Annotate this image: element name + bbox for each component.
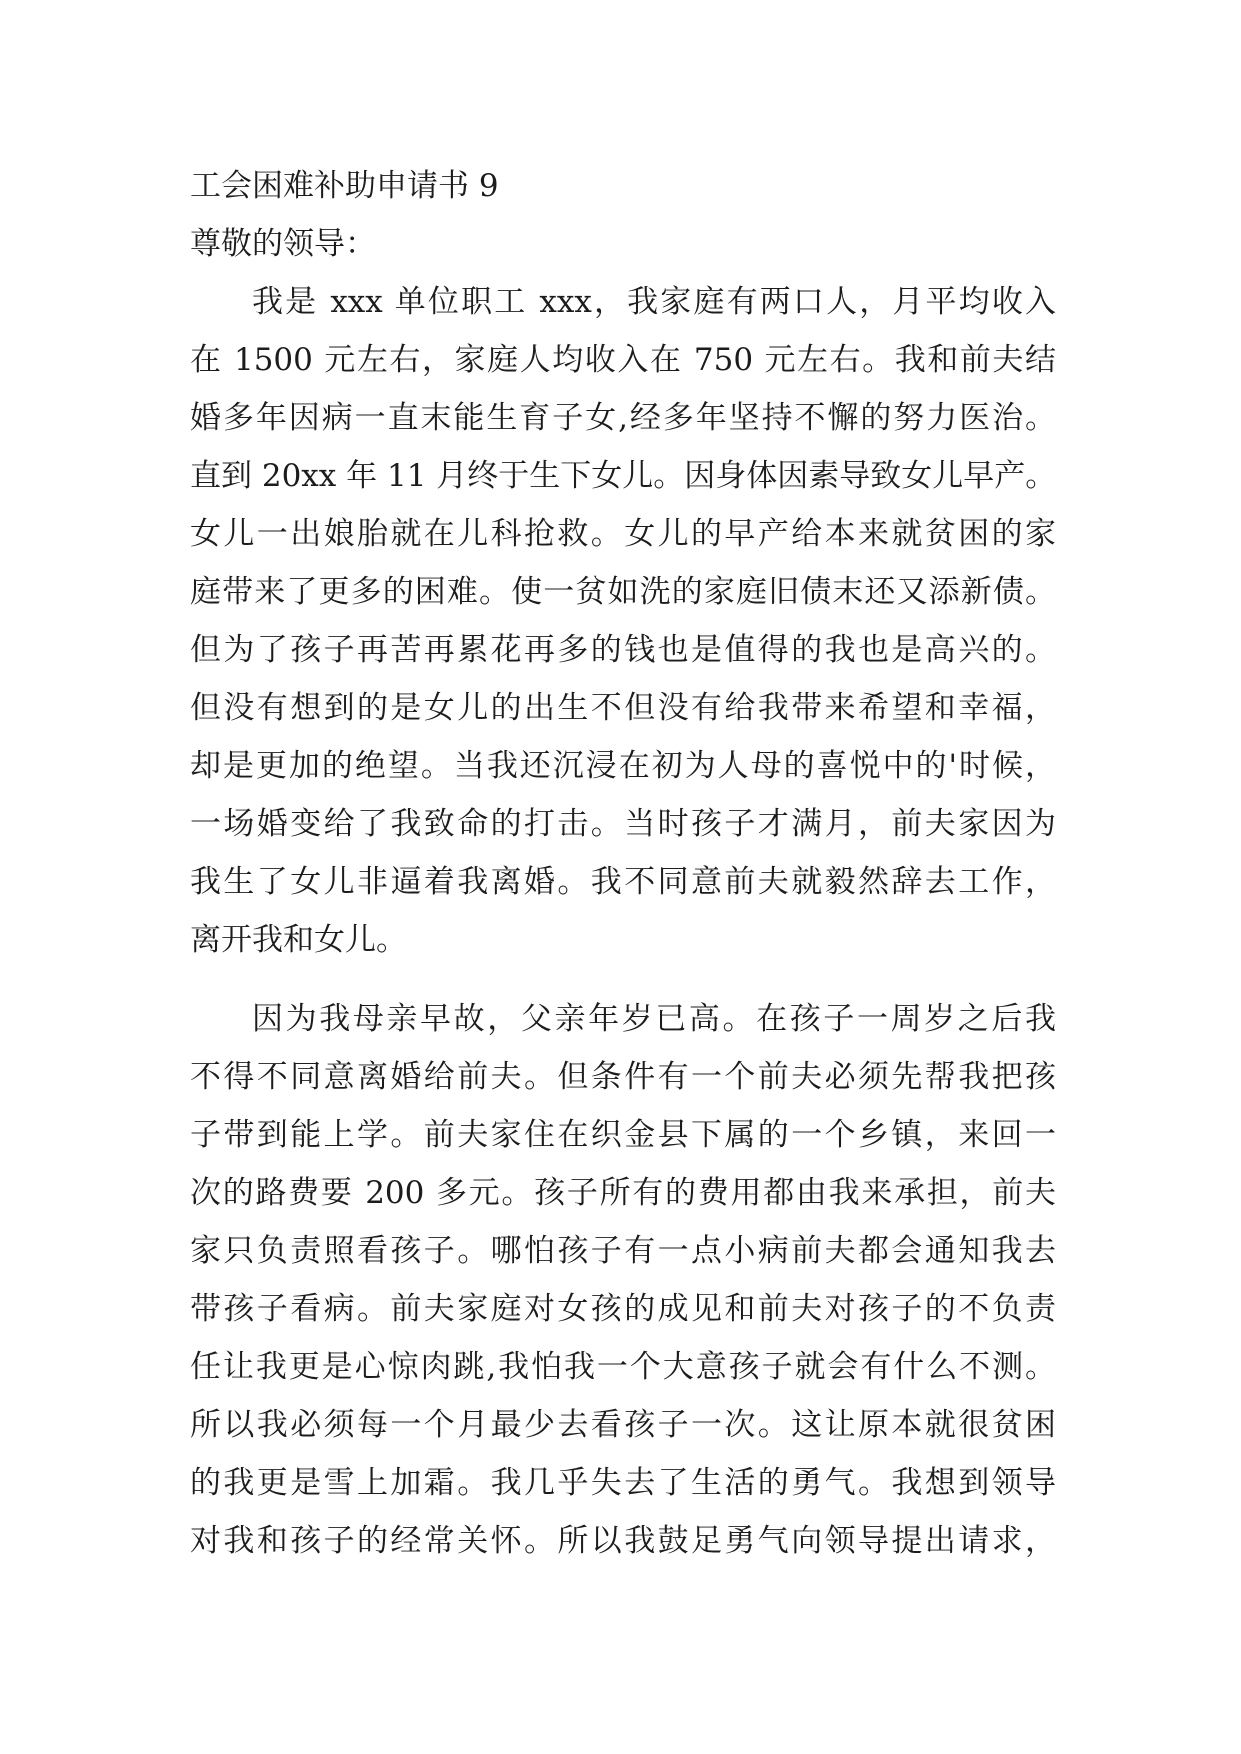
- paragraph-line: 对我和孩子的经常关怀。所以我鼓足勇气向领导提出请求，: [190, 1523, 1056, 1559]
- paragraph-line: 带孩子看病。前夫家庭对女孩的成见和前夫对孩子的不负责: [190, 1291, 1056, 1327]
- paragraph-line: 我是 xxx 单位职工 xxx，我家庭有两口人，月平均收入: [252, 284, 1056, 320]
- paragraph-line: 子带到能上学。前夫家住在织金县下属的一个乡镇，来回一: [190, 1117, 1056, 1153]
- paragraph-line: 但为了孩子再苦再累花再多的钱也是值得的我也是高兴的。: [190, 632, 1056, 668]
- paragraph-line: 直到 20xx 年 11 月终于生下女儿。因身体因素导致女儿早产。: [190, 458, 1057, 494]
- paragraph-1: [190, 273, 1056, 969]
- paragraph-line: 次的路费要 200 多元。孩子所有的费用都由我来承担，前夫: [190, 1175, 1056, 1211]
- paragraph-line: 家只负责照看孩子。哪怕孩子有一点小病前夫都会通知我去: [190, 1233, 1056, 1269]
- paragraph-line: 一场婚变给了我致命的打击。当时孩子才满月，前夫家因为: [190, 806, 1056, 842]
- salutation: 尊敬的领导：: [190, 226, 376, 262]
- paragraph-line: 所以我必须每一个月最少去看孩子一次。这让原本就很贫困: [190, 1407, 1056, 1443]
- paragraph-line: 不得不同意离婚给前夫。但条件有一个前夫必须先帮我把孩: [190, 1059, 1056, 1095]
- paragraph-line: 女儿一出娘胎就在儿科抢救。女儿的早产给本来就贫困的家: [190, 516, 1056, 552]
- paragraph-line: 婚多年因病一直末能生育子女,经多年坚持不懈的努力医治。: [190, 400, 1056, 436]
- paragraph-2: [190, 990, 1056, 1570]
- paragraph-line: 却是更加的绝望。当我还沉浸在初为人母的喜悦中的'时候，: [190, 748, 1056, 784]
- paragraph-line: 在 1500 元左右，家庭人均收入在 750 元左右。我和前夫结: [190, 342, 1056, 378]
- paragraph-line: 我生了女儿非逼着我离婚。我不同意前夫就毅然辞去工作，: [190, 864, 1056, 900]
- paragraph-line: 庭带来了更多的困难。使一贫如洗的家庭旧债末还又添新债。: [190, 574, 1056, 610]
- paragraph-line: 的我更是雪上加霜。我几乎失去了生活的勇气。我想到领导: [190, 1465, 1056, 1501]
- paragraph-line: 任让我更是心惊肉跳,我怕我一个大意孩子就会有什么不测。: [190, 1349, 1056, 1385]
- paragraph-line: 离开我和女儿。: [190, 922, 407, 958]
- document-title: 工会困难补助申请书 9: [190, 168, 499, 204]
- paragraph-line: 因为我母亲早故，父亲年岁已高。在孩子一周岁之后我: [252, 1001, 1056, 1037]
- document-body: [190, 157, 1056, 1570]
- paragraph-line: 但没有想到的是女儿的出生不但没有给我带来希望和幸福，: [190, 690, 1056, 726]
